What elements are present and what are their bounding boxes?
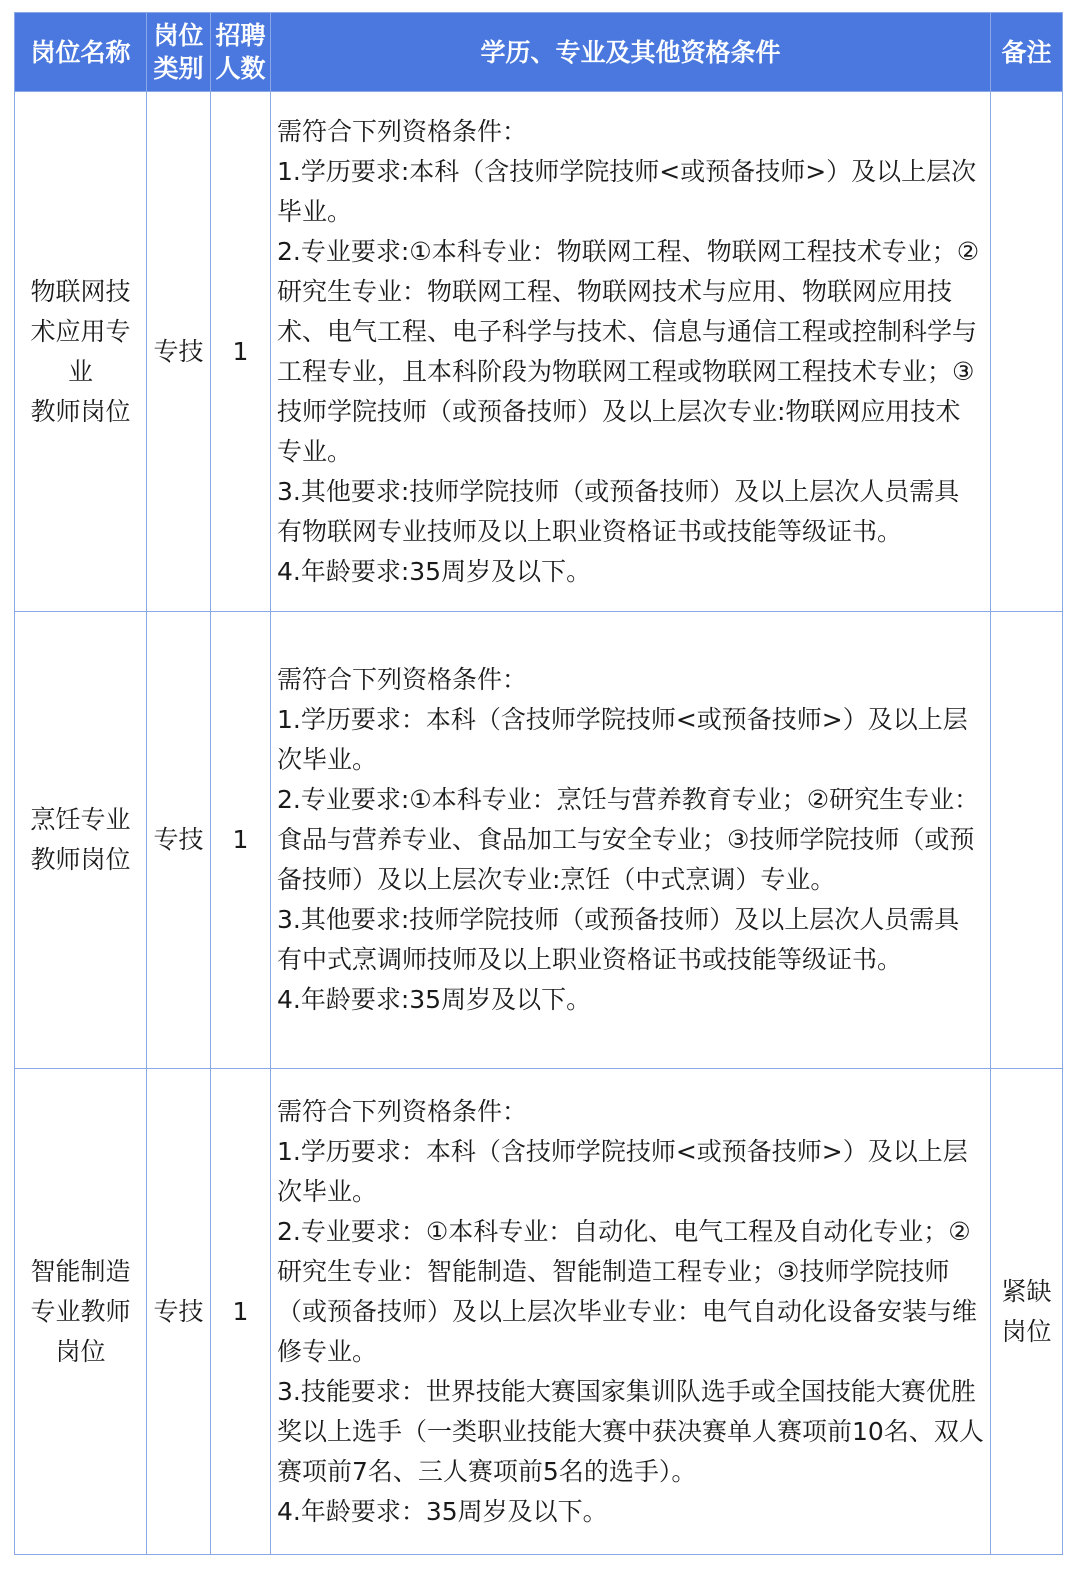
requirement-line: 3.其他要求:技师学院技师（或预备技师）及以上层次人员需具有中式烹调师技师及以上职业资格证书或技能等级证书。 — [277, 905, 960, 974]
header-count-line-1: 招聘 — [215, 21, 266, 50]
recruit-count-cell: 1 — [211, 1069, 271, 1555]
requirements-cell — [271, 1069, 991, 1555]
note-cell — [991, 612, 1063, 1069]
position-name-line: 物联网技 — [30, 276, 131, 306]
table-row — [15, 92, 1063, 612]
position-name-line: 术应用专 — [30, 316, 131, 346]
requirement-line: 1.学历要求:本科（含技师学院技师<或预备技师>）及以上层次毕业。 — [277, 156, 977, 226]
position-type-cell: 专技 — [147, 1069, 211, 1555]
note-line: 紧缺 — [1001, 1276, 1052, 1306]
position-name-line: 烹饪专业 — [30, 805, 131, 834]
header-type-line-1: 岗位 — [153, 21, 204, 50]
position-name-line: 教师岗位 — [30, 396, 131, 426]
position-name-line: 智能制造 — [30, 1256, 131, 1286]
requirement-line: 需符合下列资格条件： — [277, 116, 528, 146]
requirement-line: 需符合下列资格条件： — [277, 665, 528, 694]
position-name-line: 业 — [67, 356, 93, 386]
requirement-line: 2.专业要求：①本科专业：自动化、电气工程及自动化专业；②研究生专业：智能制造、智能制造工程专业；③技师学院技师（或预备技师）及以上层次毕业专业：电气自动化设备安装与维修专业。 — [277, 1216, 978, 1366]
position-name-cell — [15, 612, 147, 1069]
position-name-line: 专业教师 — [30, 1296, 131, 1326]
requirement-line: 1.学历要求：本科（含技师学院技师<或预备技师>）及以上层次毕业。 — [277, 705, 968, 774]
table-row — [15, 612, 1063, 1069]
note-cell — [991, 92, 1063, 612]
header-requirements: 学历、专业及其他资格条件 — [271, 13, 991, 92]
header-count-line-2: 人数 — [215, 54, 266, 83]
requirement-line: 4.年龄要求：35周岁及以下。 — [277, 1496, 608, 1526]
header-note: 备注 — [991, 13, 1063, 92]
requirement-line: 4.年龄要求:35周岁及以下。 — [277, 985, 592, 1014]
requirement-line: 1.学历要求：本科（含技师学院技师<或预备技师>）及以上层次毕业。 — [277, 1136, 968, 1206]
header-position-name: 岗位名称 — [15, 13, 147, 92]
requirement-line: 3.技能要求：世界技能大赛国家集训队选手或全国技能大赛优胜奖以上选手（一类职业技能大赛中获决赛单人赛项前10名、双人赛项前7名、三人赛项前5名的选手）。 — [277, 1376, 984, 1486]
requirement-line: 需符合下列资格条件： — [277, 1096, 528, 1126]
requirements-cell — [271, 612, 991, 1069]
recruit-count-cell: 1 — [211, 92, 271, 612]
requirements-cell — [271, 92, 991, 612]
note-cell — [991, 1069, 1063, 1555]
recruitment-table — [14, 12, 1063, 1555]
requirement-line: 3.其他要求:技师学院技师（或预备技师）及以上层次人员需具有物联网专业技师及以上职业资格证书或技能等级证书。 — [277, 476, 960, 546]
position-name-cell — [15, 1069, 147, 1555]
table-header-row — [15, 13, 1063, 92]
requirement-line: 4.年龄要求:35周岁及以下。 — [277, 556, 592, 586]
position-name-line: 教师岗位 — [30, 845, 131, 874]
position-name-cell — [15, 92, 147, 612]
recruit-count-cell: 1 — [211, 612, 271, 1069]
header-type-line-2: 类别 — [153, 54, 204, 83]
table-row — [15, 1069, 1063, 1555]
header-recruit-count — [211, 13, 271, 92]
position-type-cell: 专技 — [147, 612, 211, 1069]
note-line: 岗位 — [1001, 1316, 1052, 1346]
position-name-line: 岗位 — [55, 1336, 106, 1366]
header-position-type — [147, 13, 211, 92]
requirement-line: 2.专业要求:①本科专业：烹饪与营养教育专业；②研究生专业：食品与营养专业、食品加工与安全专业；③技师学院技师（或预备技师）及以上层次专业:烹饪（中式烹调）专业。 — [277, 785, 980, 894]
position-type-cell: 专技 — [147, 92, 211, 612]
requirement-line: 2.专业要求:①本科专业：物联网工程、物联网工程技术专业；②研究生专业：物联网工程、物联网技术与应用、物联网应用技术、电气工程、电子科学与技术、信息与通信工程或控制科学与工程专业，且本科阶段为物联网工程或物联网工程技术专业；③技师学院技师（或预备技师）及以上层次专业:物联网应用技术专业。 — [277, 236, 980, 466]
